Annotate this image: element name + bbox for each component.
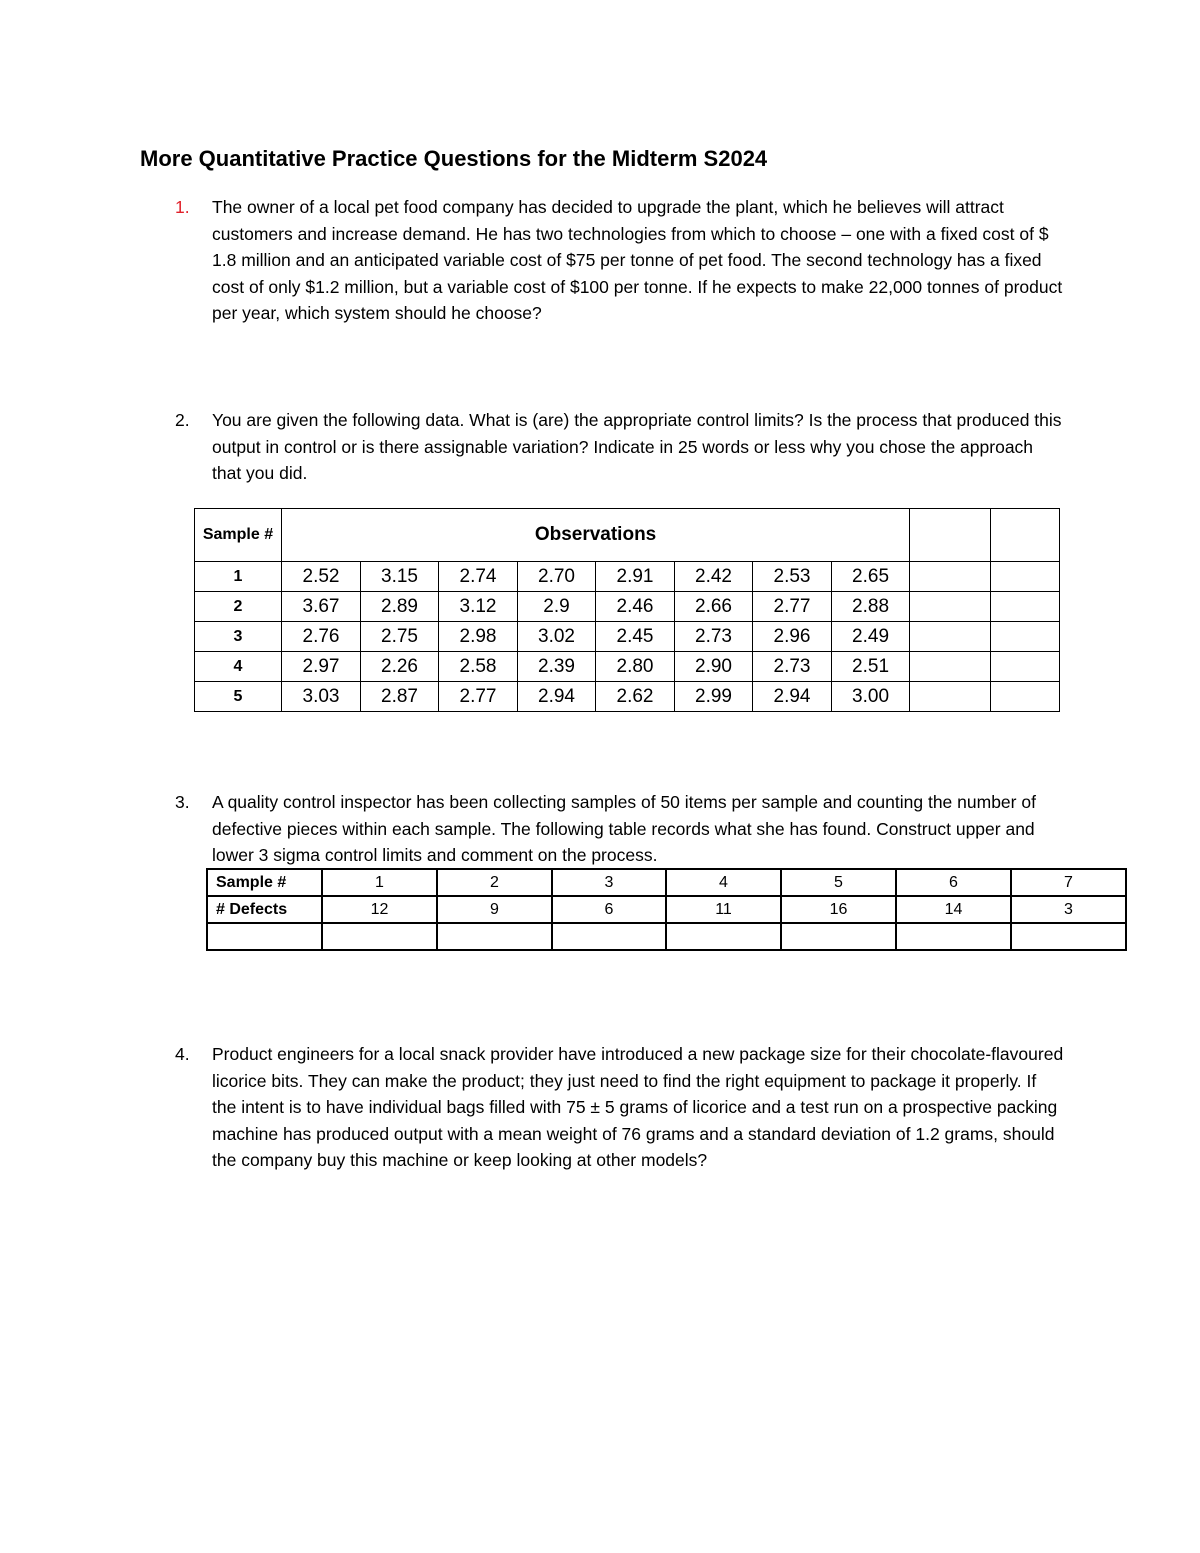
- observation-cell: 2.87: [361, 682, 439, 712]
- sample-header: Sample #: [195, 509, 282, 562]
- observation-cell: 2.94: [518, 682, 596, 712]
- observation-cell: 3.67: [282, 592, 361, 622]
- observation-cell: 2.66: [675, 592, 753, 622]
- observation-cell: 3.12: [439, 592, 518, 622]
- empty-cell: [991, 592, 1060, 622]
- table-row: [195, 652, 1060, 682]
- observation-cell: 2.97: [282, 652, 361, 682]
- observations-header: Observations: [282, 509, 910, 562]
- observation-cell: 2.90: [675, 652, 753, 682]
- observation-cell: 2.70: [518, 562, 596, 592]
- sample-cell: 6: [896, 869, 1011, 896]
- empty-cell: [552, 923, 666, 950]
- defects-cell: 16: [781, 896, 896, 923]
- observation-cell: 2.45: [596, 622, 675, 652]
- sample-cell: 3: [552, 869, 666, 896]
- observation-cell: 2.73: [675, 622, 753, 652]
- question-1: [175, 194, 1065, 327]
- table-row: [195, 562, 1060, 592]
- sample-number: 5: [195, 682, 282, 712]
- observation-cell: 3.00: [832, 682, 910, 712]
- observation-cell: 2.96: [753, 622, 832, 652]
- observation-cell: 2.51: [832, 652, 910, 682]
- empty-cell: [910, 622, 991, 652]
- sample-number: 1: [195, 562, 282, 592]
- empty-cell: [991, 562, 1060, 592]
- empty-cell: [781, 923, 896, 950]
- observation-cell: 2.52: [282, 562, 361, 592]
- observation-cell: 2.42: [675, 562, 753, 592]
- observation-cell: 2.74: [439, 562, 518, 592]
- observation-cell: 3.02: [518, 622, 596, 652]
- observation-cell: 2.76: [282, 622, 361, 652]
- observations-table: [194, 508, 1060, 712]
- question-number: 3.: [175, 792, 190, 812]
- sample-cell: 4: [666, 869, 781, 896]
- question-text: A quality control inspector has been collecting samples of 50 items per sample and counting the number of defective pieces within each sample. The following table records what she has found. Construct upper and lower 3 sigma control limits and comment on the process.: [212, 792, 1036, 865]
- question-3: [175, 789, 1065, 869]
- observation-cell: 2.46: [596, 592, 675, 622]
- empty-cell: [437, 923, 552, 950]
- empty-cell: [910, 652, 991, 682]
- empty-cell: [1011, 923, 1126, 950]
- observation-cell: 3.03: [282, 682, 361, 712]
- sample-number: 3: [195, 622, 282, 652]
- table-row: [195, 622, 1060, 652]
- empty-cell: [666, 923, 781, 950]
- empty-cell: [910, 682, 991, 712]
- sample-cell: 1: [322, 869, 437, 896]
- table-row: [207, 923, 1126, 950]
- sample-label: Sample #: [207, 869, 322, 896]
- empty-cell: [991, 509, 1060, 562]
- observation-cell: 2.53: [753, 562, 832, 592]
- defects-cell: 3: [1011, 896, 1126, 923]
- table-row: [195, 682, 1060, 712]
- table-row: [195, 592, 1060, 622]
- empty-cell: [991, 682, 1060, 712]
- empty-cell: [910, 592, 991, 622]
- empty-cell: [207, 923, 322, 950]
- question-text: You are given the following data. What is (are) the appropriate control limits? Is the process that produced this output in control or is there assignable variation? Indicate in 25 words or less why you chose the approach that you did.: [212, 410, 1062, 483]
- observation-cell: 2.91: [596, 562, 675, 592]
- observation-cell: 2.94: [753, 682, 832, 712]
- table-row: [207, 896, 1126, 923]
- observation-cell: 2.62: [596, 682, 675, 712]
- observation-cell: 2.77: [439, 682, 518, 712]
- observation-cell: 2.80: [596, 652, 675, 682]
- observation-cell: 3.15: [361, 562, 439, 592]
- defects-cell: 12: [322, 896, 437, 923]
- table-row: [207, 869, 1126, 896]
- defects-cell: 9: [437, 896, 552, 923]
- sample-number: 4: [195, 652, 282, 682]
- question-text: The owner of a local pet food company has decided to upgrade the plant, which he believes will attract customers and increase demand. He has two technologies from which to choose – one with a fixed cost of $ 1.8 million and an anticipated variable cost of $75 per tonne of pet food. The second technology has a fixed cost of only $1.2 million, but a variable cost of $100 per tonne. If he expects to make 22,000 tonnes of product per year, which system should he choose?: [212, 197, 1063, 323]
- document-title: More Quantitative Practice Questions for the Midterm S2024: [140, 146, 768, 171]
- observation-cell: 2.75: [361, 622, 439, 652]
- observation-cell: 2.88: [832, 592, 910, 622]
- question-text: Product engineers for a local snack provider have introduced a new package size for their chocolate-flavoured licorice bits. They can make the product; they just need to find the right equipment to package it properly. If the intent is to have individual bags filled with 75 ± 5 grams of licorice and a test run on a prospective packing machine has produced output with a mean weight of 76 grams and a standard deviation of 1.2 grams, should the company buy this machine or keep looking at other models?: [212, 1044, 1064, 1170]
- empty-cell: [910, 562, 991, 592]
- sample-cell: 5: [781, 869, 896, 896]
- observation-cell: 2.98: [439, 622, 518, 652]
- question-number: 1.: [175, 197, 190, 217]
- observation-cell: 2.89: [361, 592, 439, 622]
- sample-cell: 2: [437, 869, 552, 896]
- question-number: 2.: [175, 410, 190, 430]
- observation-cell: 2.26: [361, 652, 439, 682]
- observation-cell: 2.99: [675, 682, 753, 712]
- empty-cell: [322, 923, 437, 950]
- defects-cell: 6: [552, 896, 666, 923]
- observation-cell: 2.49: [832, 622, 910, 652]
- question-4: [175, 1041, 1065, 1174]
- empty-cell: [896, 923, 1011, 950]
- defects-label: # Defects: [207, 896, 322, 923]
- question-number: 4.: [175, 1044, 190, 1064]
- observation-cell: 2.58: [439, 652, 518, 682]
- observation-cell: 2.65: [832, 562, 910, 592]
- question-2: [175, 407, 1065, 487]
- observation-cell: 2.39: [518, 652, 596, 682]
- observation-cell: 2.9: [518, 592, 596, 622]
- sample-number: 2: [195, 592, 282, 622]
- defects-cell: 11: [666, 896, 781, 923]
- observation-cell: 2.73: [753, 652, 832, 682]
- sample-cell: 7: [1011, 869, 1126, 896]
- empty-cell: [991, 622, 1060, 652]
- defects-cell: 14: [896, 896, 1011, 923]
- observation-cell: 2.77: [753, 592, 832, 622]
- empty-cell: [991, 652, 1060, 682]
- defects-table: [206, 868, 1127, 951]
- empty-cell: [910, 509, 991, 562]
